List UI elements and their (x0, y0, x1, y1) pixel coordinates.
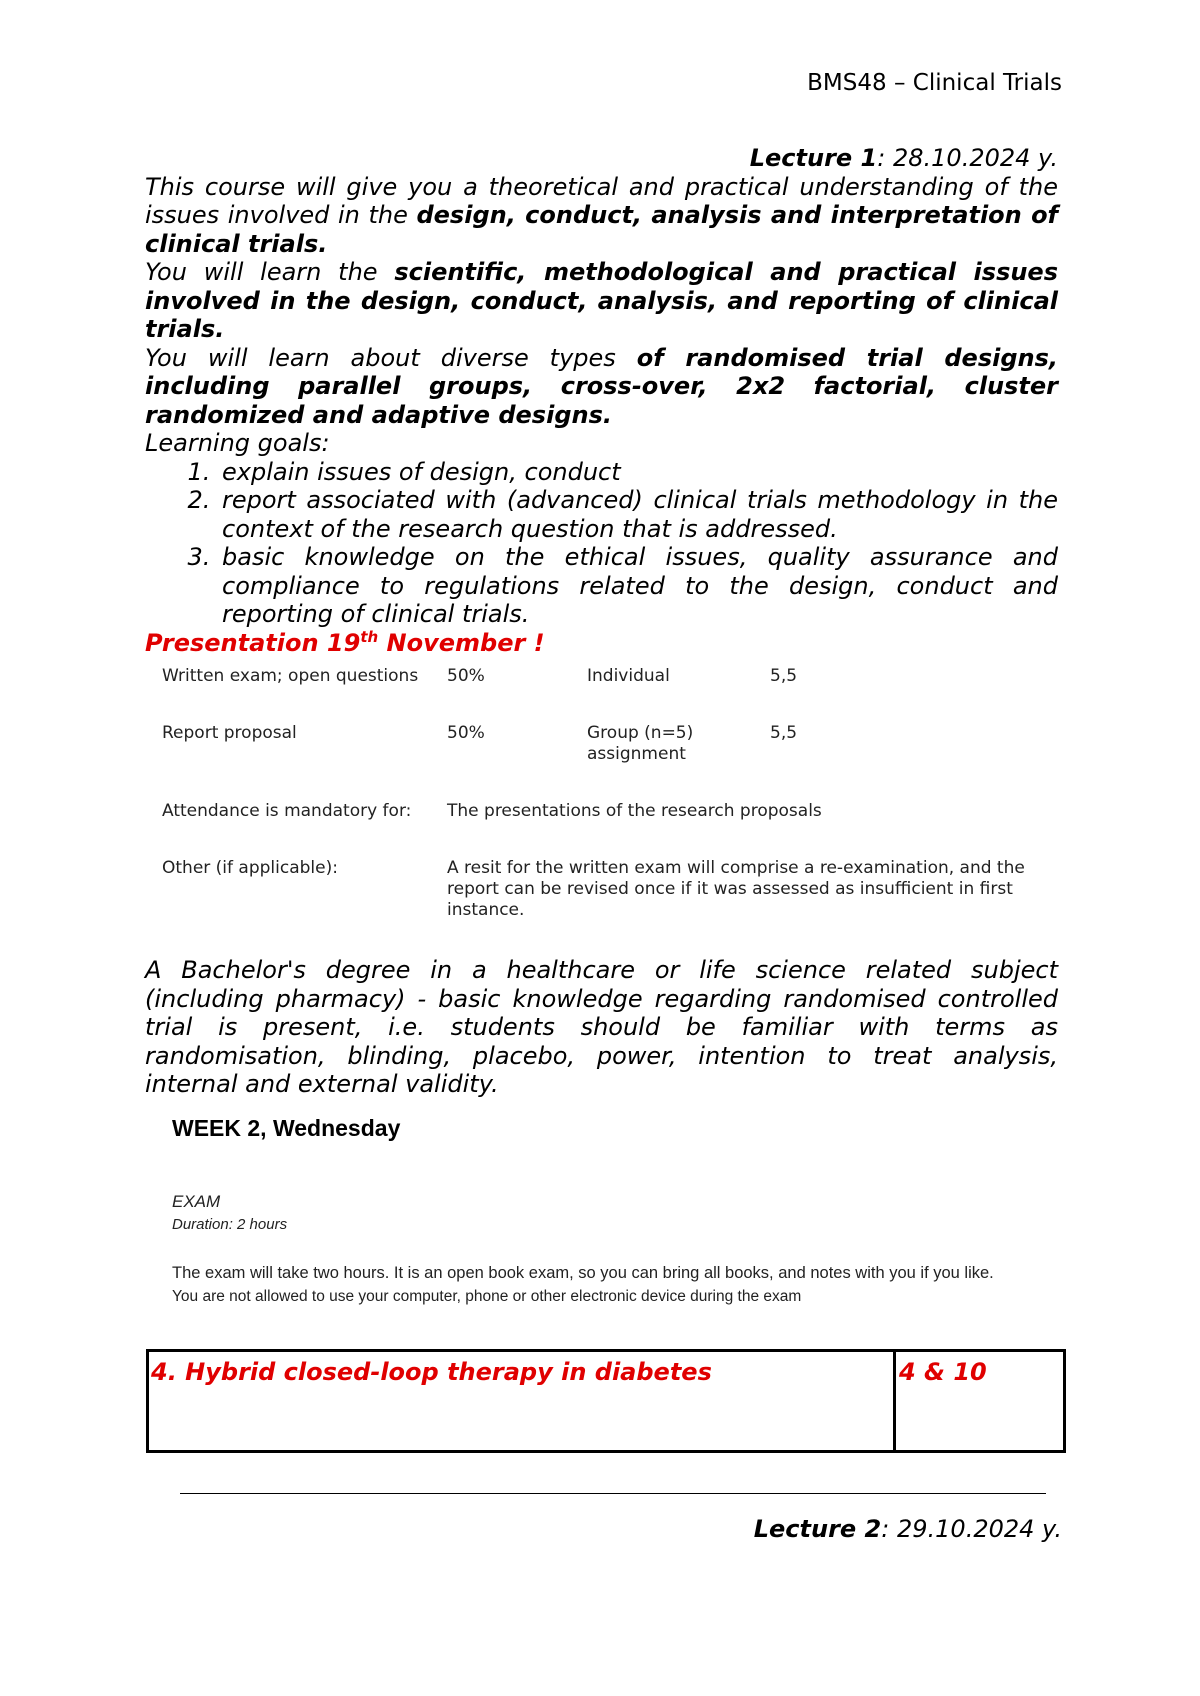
intro-text: You will learn the (145, 258, 395, 286)
assessment-grade: 5,5 (770, 723, 798, 743)
lecture-label: Lecture 1 (749, 144, 878, 172)
lecture-1-heading (145, 144, 1058, 173)
intro-paragraph-1 (145, 173, 1058, 259)
list-item: 2. report associated with (advanced) clinical trials methodology in the context of the research question that is addressed. (218, 486, 1058, 543)
intro-paragraph-3 (145, 344, 1058, 430)
table-row (162, 666, 1062, 723)
separator-line (180, 1493, 1046, 1494)
lecture-label: Lecture 2 (753, 1515, 882, 1543)
other-label: Other (if applicable): (162, 858, 338, 878)
prerequisites-paragraph: A Bachelor's degree in a healthcare or life science related subject (including pharmacy) - basic knowledge regarding randomised controlled trial is present, i.e. students should be familiar with terms as randomisation, blinding, placebo, power, intention to treat analysis, internal and external validity. (145, 956, 1058, 1098)
exam-title: EXAM (172, 1192, 221, 1211)
exam-description (172, 1262, 1072, 1308)
learning-goals-list (145, 458, 1058, 629)
learning-goals-heading: Learning goals: (145, 429, 330, 457)
presentation-text: Presentation 19 (145, 628, 361, 657)
topic-title: 4. Hybrid closed-loop therapy in diabetes (151, 1358, 712, 1386)
assessment-name: Report proposal (162, 723, 297, 743)
other-value: A resit for the written exam will comprise a re-examination, and the report can be revised once if it was assessed as insufficient in first instance. (447, 858, 1025, 920)
topic-hours: 4 & 10 (899, 1358, 987, 1386)
lecture-date: : 28.10.2024 y. (877, 144, 1058, 172)
intro-paragraph-2 (145, 258, 1058, 344)
assessment-grade: 5,5 (770, 666, 798, 686)
attendance-label: Attendance is mandatory for: (162, 801, 412, 821)
presentation-text: November ! (378, 628, 545, 657)
intro-emphasis: design, conduct, analysis and interpretation of clinical trials. (145, 201, 1059, 258)
list-item: 3. basic knowledge on the ethical issues, quality assurance and compliance to regulations related to the design, conduct and reporting of clinical trials. (218, 543, 1058, 629)
topic-table (146, 1349, 1066, 1453)
course-header: BMS48 – Clinical Trials (807, 70, 1062, 96)
list-item: 1. explain issues of design, conduct (218, 458, 1058, 487)
intro-emphasis: scientific, methodological and practical issues involved in the design, conduct, analysis, and reporting of clinical trials. (145, 258, 1058, 343)
presentation-superscript: th (360, 627, 379, 646)
table-row (162, 858, 1062, 928)
intro-text: You will learn about diverse types (145, 343, 637, 372)
assessment-table (162, 666, 1062, 928)
intro-emphasis: of randomised trial designs, including parallel groups, cross-over, 2x2 factorial, cluster randomized and adaptive designs. (145, 343, 1058, 429)
exam-duration: Duration: 2 hours (172, 1216, 288, 1233)
lecture-1-section (145, 144, 1058, 657)
table-divider (893, 1352, 896, 1450)
table-row (162, 801, 1062, 858)
exam-line: You are not allowed to use your computer, phone or other electronic device during the exam (172, 1288, 802, 1305)
attendance-value: The presentations of the research proposals (447, 801, 822, 821)
exam-week-heading: WEEK 2, Wednesday (172, 1115, 401, 1141)
assessment-type: Group (n=5) assignment (587, 723, 694, 764)
assessment-name: Written exam; open questions (162, 666, 419, 686)
assessment-weight: 50% (447, 723, 485, 743)
presentation-notice (145, 629, 1058, 658)
assessment-type: Individual (587, 666, 670, 686)
table-row (162, 723, 1062, 801)
exam-line: The exam will take two hours. It is an open book exam, so you can bring all books, and notes with you if you like. (172, 1264, 994, 1282)
lecture-2-heading (754, 1515, 1062, 1543)
assessment-weight: 50% (447, 666, 485, 686)
intro-text: This course will give you a theoretical and practical understanding of the issues involved in the (145, 172, 1058, 229)
lecture-date: : 29.10.2024 y. (881, 1515, 1062, 1543)
